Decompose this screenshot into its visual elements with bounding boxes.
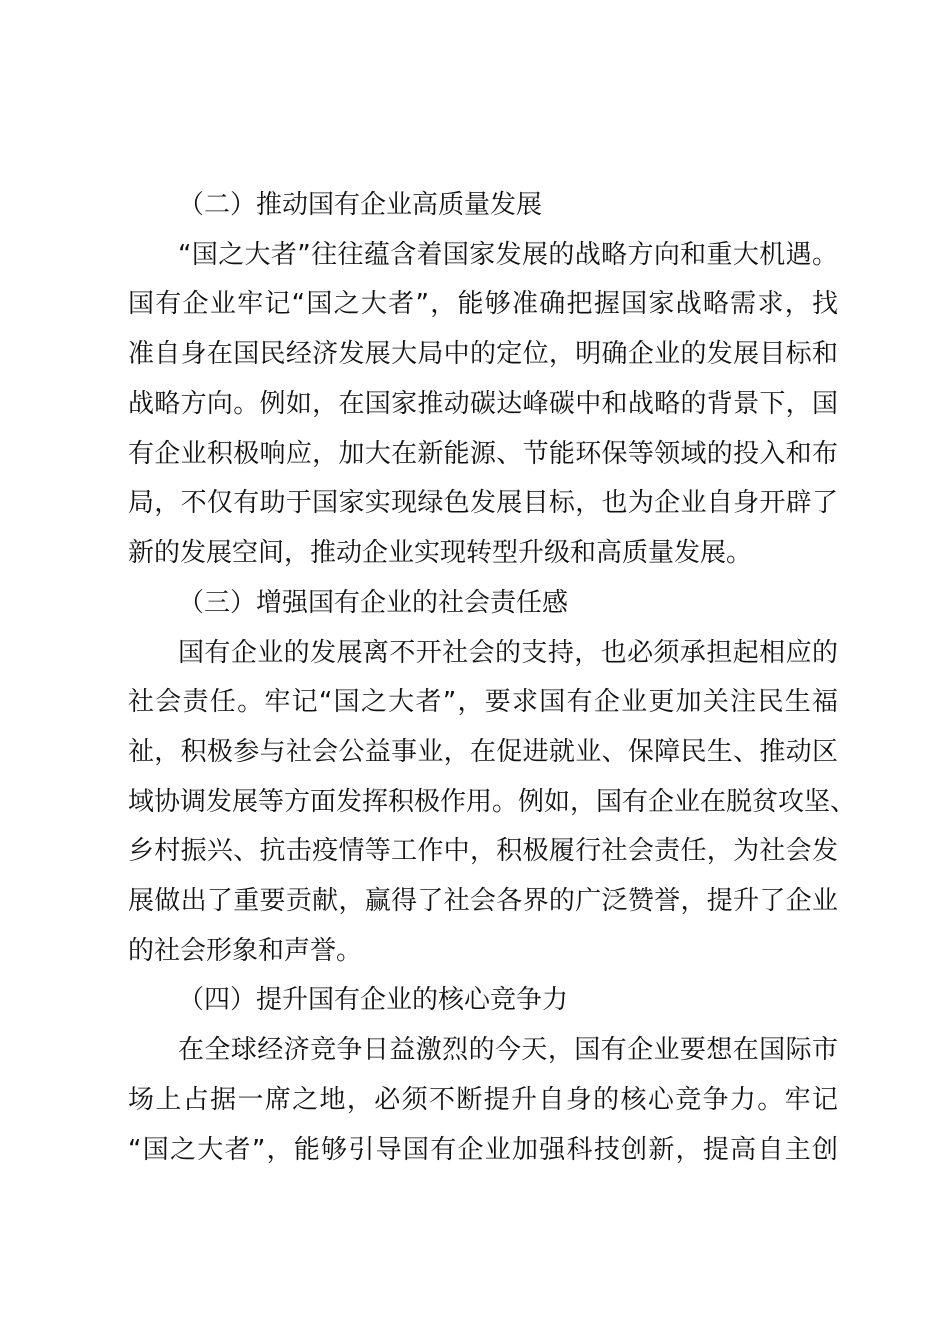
paragraph-line: “国之大者”往往蕴含着国家发展的战略方向和重大机遇。: [178, 240, 838, 270]
paragraph-line: 在全球经济竞争日益激烈的今天，国有企业要想在国际市: [178, 1035, 838, 1065]
paragraph-line: 场上占据一席之地，必须不断提升自身的核心竞争力。牢记: [128, 1085, 838, 1115]
paragraph-line: 域协调发展等方面发挥积极作用。例如，国有企业在脱贫攻坚、: [128, 787, 857, 817]
paragraph-line: 乡村振兴、抗击疫情等工作中，积极履行社会责任，为社会发: [128, 836, 838, 866]
paragraph-line: 新的发展空间，推动企业实现转型升级和高质量发展。: [128, 538, 753, 568]
paragraph-line: 祉，积极参与社会公益事业，在促进就业、保障民生、推动区: [128, 737, 838, 767]
paragraph-line: 国有企业牢记“国之大者”，能够准确把握国家战略需求，找: [128, 289, 838, 319]
paragraph-line: “国之大者”，能够引导国有企业加强科技创新，提高自主创: [128, 1135, 838, 1165]
paragraph-line: 有企业积极响应，加大在新能源、节能环保等领域的投入和布: [128, 439, 838, 469]
paragraph-line: 准自身在国民经济发展大局中的定位，明确企业的发展目标和: [128, 339, 838, 369]
paragraph-line: 国有企业的发展离不开社会的支持，也必须承担起相应的: [178, 638, 838, 668]
paragraph-line: 展做出了重要贡献，赢得了社会各界的广泛赞誉，提升了企业: [128, 886, 838, 916]
paragraph-line: 社会责任。牢记“国之大者”，要求国有企业更加关注民生福: [128, 687, 838, 717]
section-heading-4: （四）提升国有企业的核心竞争力: [178, 985, 569, 1015]
paragraph-line: 的社会形象和声誉。: [128, 936, 363, 966]
paragraph-line: 战略方向。例如，在国家推动碳达峰碳中和战略的背景下，国: [128, 389, 838, 419]
section-heading-2: （二）推动国有企业高质量发展: [178, 190, 543, 220]
paragraph-line: 局，不仅有助于国家实现绿色发展目标，也为企业自身开辟了: [128, 488, 838, 518]
section-heading-3: （三）增强国有企业的社会责任感: [178, 588, 569, 618]
